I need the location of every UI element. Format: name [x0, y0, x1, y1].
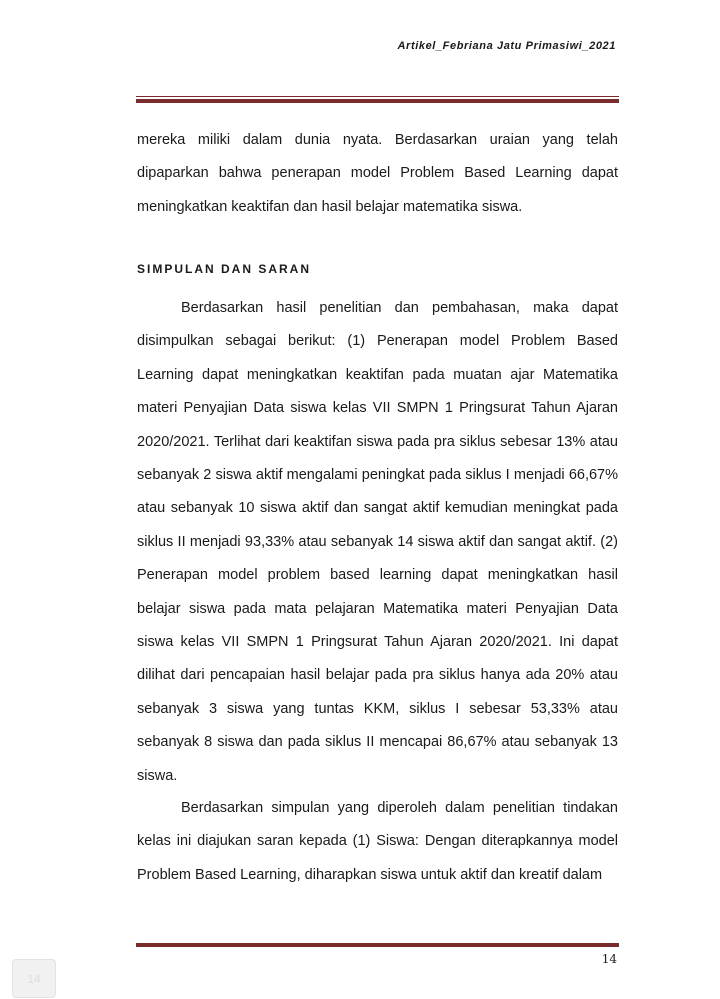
header-rule-thick	[136, 99, 619, 103]
paragraph-1: mereka miliki dalam dunia nyata. Berdasarkan uraian yang telah dipaparkan bahwa penerapan model Problem Based Learning dapat meningkatkan keaktifan dan hasil belajar matematika siswa.	[137, 132, 618, 215]
section-heading: SIMPULAN DAN SARAN	[137, 262, 311, 276]
running-header: Artikel_Febriana Jatu Primasiwi_2021	[397, 40, 616, 52]
paragraph-2: Berdasarkan hasil penelitian dan pembahasan, maka dapat disimpulkan sebagai berikut: (1) Penerapan model Problem Based Learning dapat meningkatkan keaktifan pada muatan ajar Matematika materi Penyajian Data siswa kelas VII SMPN 1 Pringsurat Tahun Ajaran 2020/2021. Terlihat dari keaktifan siswa pada pra siklus sebesar 13% atau sebanyak 2 siswa aktif mengalami peningkat pada siklus I menjadi 66,67% atau sebanyak 10 siswa aktif dan sangat aktif kemudian meningkat pada siklus II menjadi 93,33% atau sebanyak 14 siswa aktif dan sangat aktif. (2) Penerapan model problem based learning dapat meningkatkan hasil belajar siswa pada mata pelajaran Matematika materi Penyajian Data siswa kelas VII SMPN 1 Pringsurat Tahun Ajaran 2020/2021. Ini dapat dilihat dari pencapaian hasil belajar pada pra siklus hanya ada 20% atau sebanyak 3 siswa yang tuntas KKM, siklus I sebesar 53,33% atau sebanyak 8 siswa dan pada siklus II mencapai 86,67% atau sebanyak 13 siswa.	[137, 300, 618, 784]
paragraph-3: Berdasarkan simpulan yang diperoleh dalam penelitian tindakan kelas ini diajukan saran kepada (1) Siswa: Dengan diterapkannya model Problem Based Learning, diharapkan siswa untuk aktif dan kreatif dalam	[137, 800, 618, 883]
header-rule-thin	[136, 96, 619, 97]
page-number: 14	[601, 952, 617, 966]
page-thumbnail-badge[interactable]: 14	[12, 959, 56, 998]
footer-rule	[136, 943, 619, 947]
